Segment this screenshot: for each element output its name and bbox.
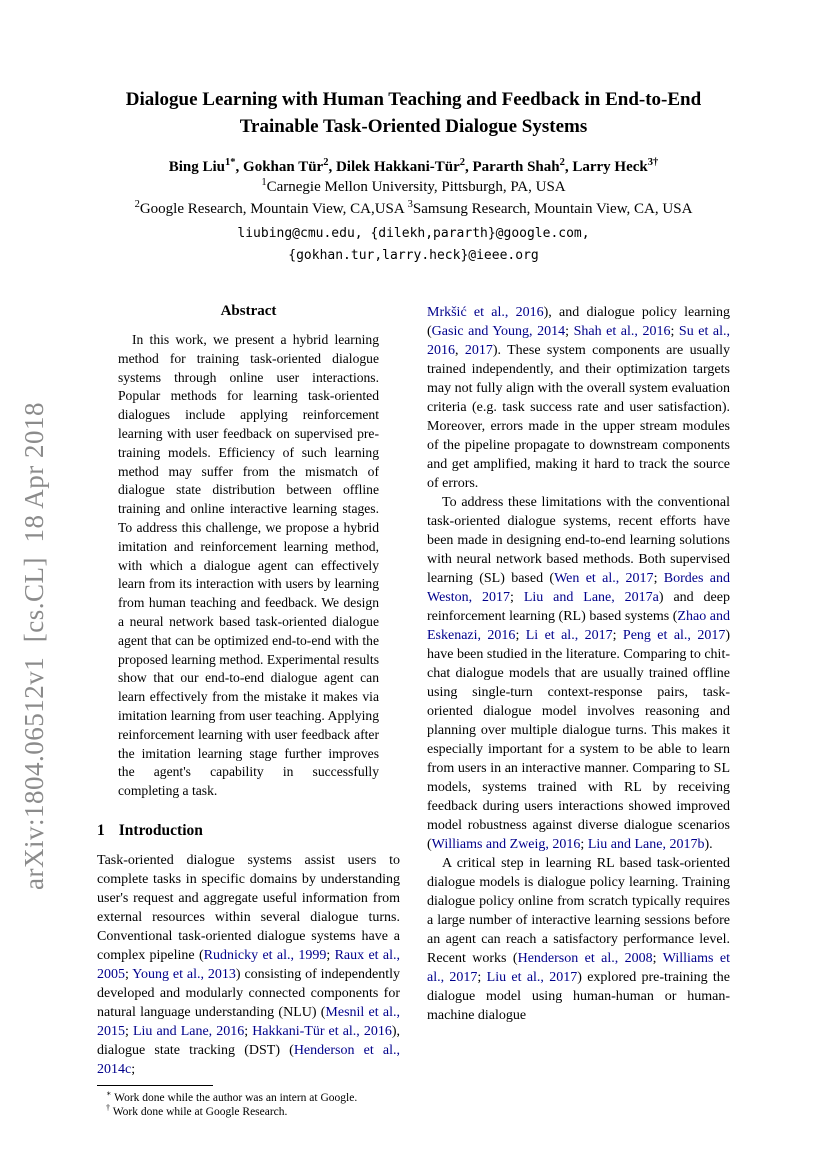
citation-link[interactable]: Peng et al., 2017 <box>622 628 726 643</box>
two-column-body <box>97 303 731 1119</box>
citation-link[interactable]: Henderson et al., 2014c <box>97 1042 400 1077</box>
citation-link[interactable]: Gasic and Young, 2014 <box>431 324 566 339</box>
footnote-1: ∗ Work done while the author was an intern at Google. <box>106 1089 358 1104</box>
title-line-1: Dialogue Learning with Human Teaching and Feedback in End-to-End <box>125 89 702 110</box>
email-line-1: liubing@cmu.edu, {dilekh,pararth}@google.com, <box>237 226 590 241</box>
citation-link[interactable]: Williams et al., 2017 <box>427 951 730 985</box>
citation-link[interactable]: Liu and Lane, 2017b <box>587 837 705 852</box>
email-line-2: {gokhan.tur,larry.heck}@ieee.org <box>288 247 539 263</box>
citation-link[interactable]: Wen et al., 2017 <box>554 571 654 586</box>
footnotes <box>97 1079 400 1120</box>
citation-link[interactable]: Zhao and Eskenazi, 2016 <box>427 609 730 643</box>
abstract-text: In this work, we present a hybrid learning method for training task-oriented dialogue systems through online user interactions. Popular methods for learning task-oriented dialogues include applying reinforcement learning with user feedback on supervised pre-training models. Efficiency of such learning method may suffer from the mismatch of dialogue state distribution between offline training and online interactive learning stages. To address this challenge, we propose a hybrid imitation and reinforcement learning method, with which a dialogue agent can effectively learn from its interaction with users by learning from human teaching and feedback. We design a neural network based task-oriented dialogue agent that can be optimized end-to-end with the proposed learning method. Experimental results show that our end-to-end dialogue agent can learn effectively from the mistake it makes via imitation learning from user teaching. Applying reinforcement learning with user feedback after the imitation learning stage further improves the agent's capability in successfully completing a task. <box>118 332 379 799</box>
affiliation-line-1: $^1$Carnegie Mellon University, Pittsburgh, PA, USA <box>261 177 566 195</box>
citation-link[interactable]: Liu and Lane, 2017a <box>523 590 659 605</box>
citation-link[interactable]: Shah et al., 2016 <box>573 324 671 339</box>
citation-link[interactable]: Young et al., 2013 <box>132 966 236 982</box>
left-column <box>97 303 401 1119</box>
citation-link[interactable]: Mesnil et al., 2015 <box>97 1004 400 1039</box>
abstract-heading: Abstract <box>220 303 277 319</box>
section-title: Introduction <box>118 821 203 839</box>
citation-link[interactable]: Williams and Zweig, 2016 <box>431 837 581 852</box>
citation-link[interactable]: Rudnicky et al., 1999 <box>203 947 327 963</box>
paper-header <box>0 86 827 266</box>
body-paragraph-3: A critical step in learning RL based task-oriented dialogue models is dialogue policy learning. Training dialogue policy online from scratch typically requires a large number of interactive learning sessions before an agent can reach a satisfactory performance level. Recent works (Henderson et al., 2008; Williams et al., 2017; Liu et al., 2017) explored pre-training the dialogue model using human-human or human-machine dialogue <box>427 856 731 1023</box>
right-column <box>427 303 730 1083</box>
authors-line: Bing Liu$^{1*}$, Gokhan Tür$^2$, Dilek Hakkani-Tür$^2$, Pararth Shah$^2$, Larry Heck$^{3\dagger}$ <box>168 157 659 175</box>
footnote-rule <box>97 1085 213 1086</box>
citation-link[interactable]: Raux et al., 2005 <box>97 947 401 982</box>
citation-link[interactable]: Liu and Lane, 2016 <box>132 1023 245 1039</box>
citation-link[interactable]: Bordes and Weston, 2017 <box>427 571 730 605</box>
paper-title <box>0 86 827 140</box>
intro-paragraph: Task-oriented dialogue systems assist users to complete tasks in specific domains by understanding user's request and aggregate useful information from external resources within several dialogue turns. Conventional task-oriented dialogue systems have a complex pipeline (Rudnicky et al., 1999; Raux et al., 2005; Young et al., 2013) consisting of independently developed and modularly connected components for natural language understanding (NLU) (Mesnil et al., 2015; Liu and Lane, 2016; Hakkani-Tür et al., 2016), dialogue state tracking (DST) (Henderson et al., 2014c; <box>97 852 401 1077</box>
citation-link[interactable]: Hakkani-Tür et al., 2016 <box>252 1023 392 1039</box>
footnote-2: † Work done while at Google Research. <box>106 1103 288 1119</box>
citation-link[interactable]: Liu et al., 2017 <box>486 970 578 985</box>
citation-link[interactable]: Mrkšić et al., 2016 <box>427 305 544 320</box>
title-line-2: Trainable Task-Oriented Dialogue Systems <box>239 116 588 137</box>
affiliation-line-2: $^2$Google Research, Mountain View, CA,USA $^3$Samsung Research, Mountain View, CA, USA <box>134 198 693 217</box>
section-number: 1 <box>97 821 105 839</box>
citation-link[interactable]: Su et al., 2016 <box>427 324 731 358</box>
body-paragraph-2: To address these limitations with the conventional task-oriented dialogue systems, recent efforts have been made in designing end-to-end learning solutions with neural network based methods. Both supervised learning (SL) based (Wen et al., 2017; Bordes and Weston, 2017; Liu and Lane, 2017a) and deep reinforcement learning (RL) based systems (Zhao and Eskenazi, 2016; Li et al., 2017; Peng et al., 2017) have been studied in the literature. Comparing to chit-chat dialogue models that are usually trained offline using single-turn context-response pairs, task-oriented dialogue model involves reasoning and planning over multiple dialogue turns. This makes it especially important for a system to be able to learn from users in an interactive manner. Comparing to SL models, systems trained with RL by receiving feedback during users interactions showed improved model robustness against diverse dialogue scenarios (Williams and Zweig, 2016; Liu and Lane, 2017b). <box>427 495 730 852</box>
citation-link[interactable]: Henderson et al., 2008 <box>517 951 653 966</box>
citation-link[interactable]: Li et al., 2017 <box>525 628 613 643</box>
citation-link[interactable]: 2017 <box>464 343 493 358</box>
body-paragraph-1: Mrkšić et al., 2016), and dialogue policy learning (Gasic and Young, 2014; Shah et al., 2016; Su et al., 2016, 2017). These system components are usually trained independently, and their optimization targets may not fully align with the overall system evaluation criteria (e.g. task success rate and user satisfaction). Moreover, errors made in the upper stream modules of the pipeline propagate to downstream components and get amplified, making it hard to track the source of errors. <box>427 305 731 491</box>
section-heading-introduction <box>97 822 400 840</box>
arxiv-watermark: arXiv:1804.06512v1 [cs.CL] 18 Apr 2018 <box>19 402 49 890</box>
